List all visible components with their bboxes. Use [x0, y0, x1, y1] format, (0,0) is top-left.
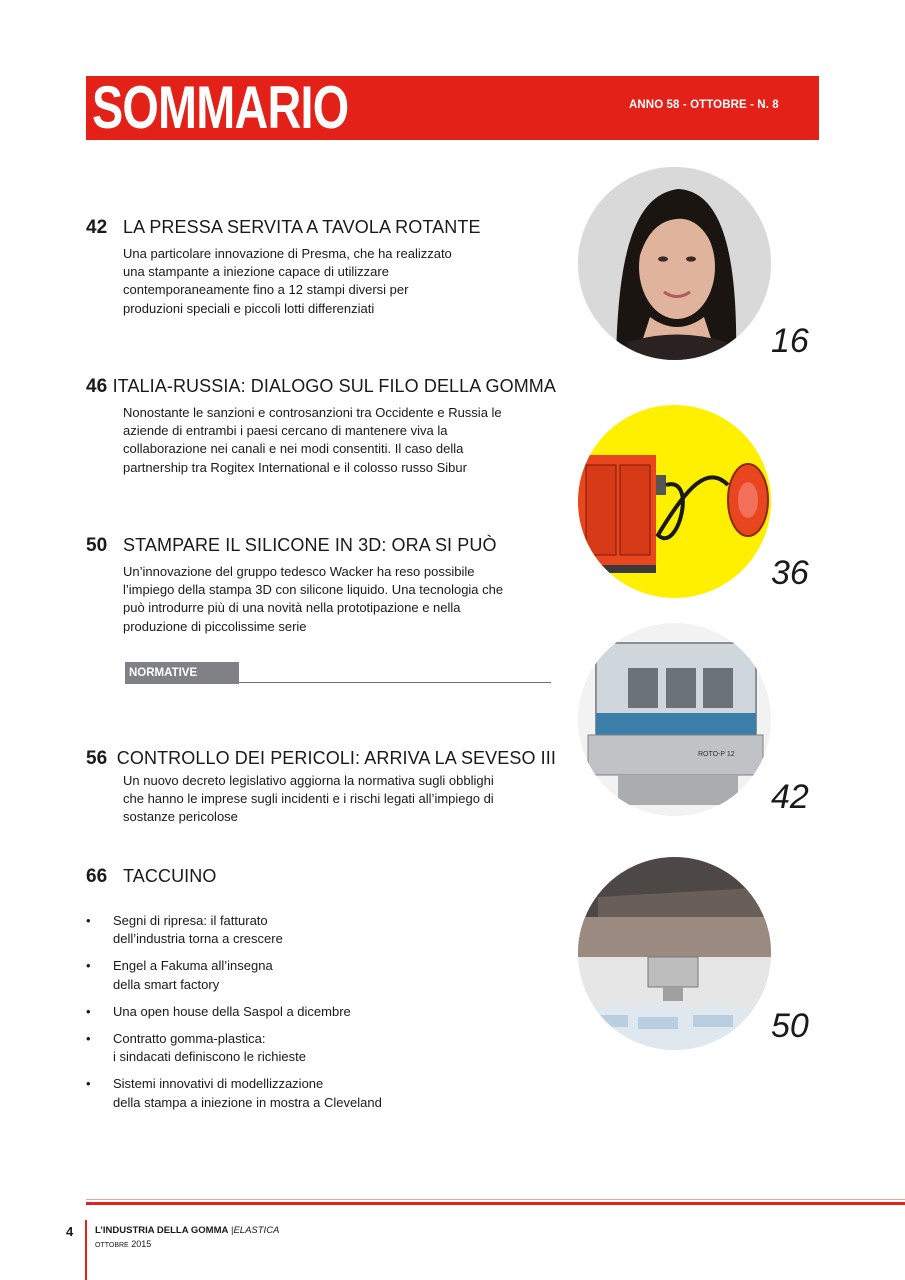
photo-machine[interactable]	[578, 405, 771, 598]
toc-entry[interactable]	[86, 748, 556, 827]
footer-rule	[86, 1202, 905, 1205]
photo-rotary-press[interactable]	[578, 623, 771, 816]
list-item[interactable]: • Sistemi innovativi di modellizzazione della stampa a iniezione in mostra a Cleveland	[86, 1076, 382, 1110]
toc-page-number: 56	[86, 748, 108, 769]
section-tag-normative	[125, 662, 239, 684]
list-item[interactable]: • Contratto gomma-plastica: i sindacati definiscono le richieste	[86, 1031, 306, 1065]
bullet-icon: •	[86, 958, 91, 974]
toc-entry[interactable]	[86, 535, 556, 636]
bullet-icon: •	[86, 1031, 91, 1047]
toc-title[interactable]: LA PRESSA SERVITA A TAVOLA ROTANTE	[123, 217, 481, 237]
photo-3d-printer[interactable]	[578, 857, 771, 1050]
footer-rule	[86, 1199, 905, 1200]
bullet-icon: •	[86, 1003, 91, 1019]
list-item[interactable]: • Una open house della Saspol a dicembre	[86, 1003, 516, 1021]
section-divider	[239, 682, 551, 683]
toc-title[interactable]: ITALIA-RUSSIA: DIALOGO SUL FILO DELLA GOMMA	[112, 376, 556, 396]
toc-description: Un nuovo decreto legislativo aggiorna la normativa sugli obblighi che hanno le imprese sugli incidenti e i rischi legati all’impiego di sostanze pericolose	[123, 773, 494, 825]
photo-page-number: 16	[771, 322, 809, 360]
press-label: ROTO-P 12	[698, 751, 735, 758]
bullet-icon: •	[86, 913, 91, 928]
footer-date: OTTOBRE 2015	[95, 1239, 152, 1249]
toc-page-number: 46	[86, 376, 108, 397]
toc-title[interactable]: TACCUINO	[123, 866, 217, 886]
toc-page-number: 42	[86, 217, 108, 238]
toc-title[interactable]: STAMPARE IL SILICONE IN 3D: ORA SI PUÒ	[123, 535, 497, 555]
list-item[interactable]: • Segni di ripresa: il fatturato dell’industria torna a crescere	[86, 913, 283, 947]
issue-info: ANNO 58 - OTTOBRE - N. 8	[629, 99, 779, 111]
list-item[interactable]: • Engel a Fakuma all’insegna della smart factory	[86, 958, 273, 992]
toc-entry[interactable]	[86, 866, 556, 888]
toc-entry[interactable]	[86, 376, 556, 477]
header-banner	[86, 76, 819, 140]
footer-magazine: L’INDUSTRIA DELLA GOMMA |ELASTICA	[95, 1225, 280, 1236]
toc-description: Una particolare innovazione di Presma, che ha realizzato una stampante a iniezione capace di utilizzare contemporaneamente fino a 12 stampi diversi per produzioni speciali e piccoli lotti differenziati	[123, 246, 452, 316]
toc-description: Un’innovazione del gruppo tedesco Wacker ha reso possibile l’impiego della stampa 3D con silicone liquido. Una tecnologia che può introdurre più di una novità nella prototipazione e nella produzione di piccolissime serie	[123, 564, 504, 634]
photo-portrait[interactable]	[578, 167, 771, 360]
photo-page-number: 42	[771, 778, 809, 816]
toc-page-number: 50	[86, 535, 108, 556]
footer-divider	[85, 1220, 87, 1280]
bullet-icon: •	[86, 1076, 91, 1092]
photo-page-number: 36	[771, 554, 809, 592]
section-tag-label: NORMATIVE	[129, 667, 198, 679]
taccuino-list	[86, 912, 516, 1121]
photo-page-number: 50	[771, 1007, 809, 1045]
toc-page-number: 66	[86, 866, 108, 887]
footer-page-number: 4	[66, 1224, 74, 1239]
toc-title[interactable]: CONTROLLO DEI PERICOLI: ARRIVA LA SEVESO III	[116, 748, 556, 768]
toc-description: Nonostante le sanzioni e controsanzioni tra Occidente e Russia le aziende di entrambi i paesi cercano di mantenere viva la collaborazione nei canali e nei modi consentiti. Il caso della partnership tra Rogitex International e il colosso russo Sibur	[123, 405, 502, 475]
toc-entry[interactable]	[86, 217, 556, 318]
page-title: SOMMARIO	[92, 74, 349, 141]
